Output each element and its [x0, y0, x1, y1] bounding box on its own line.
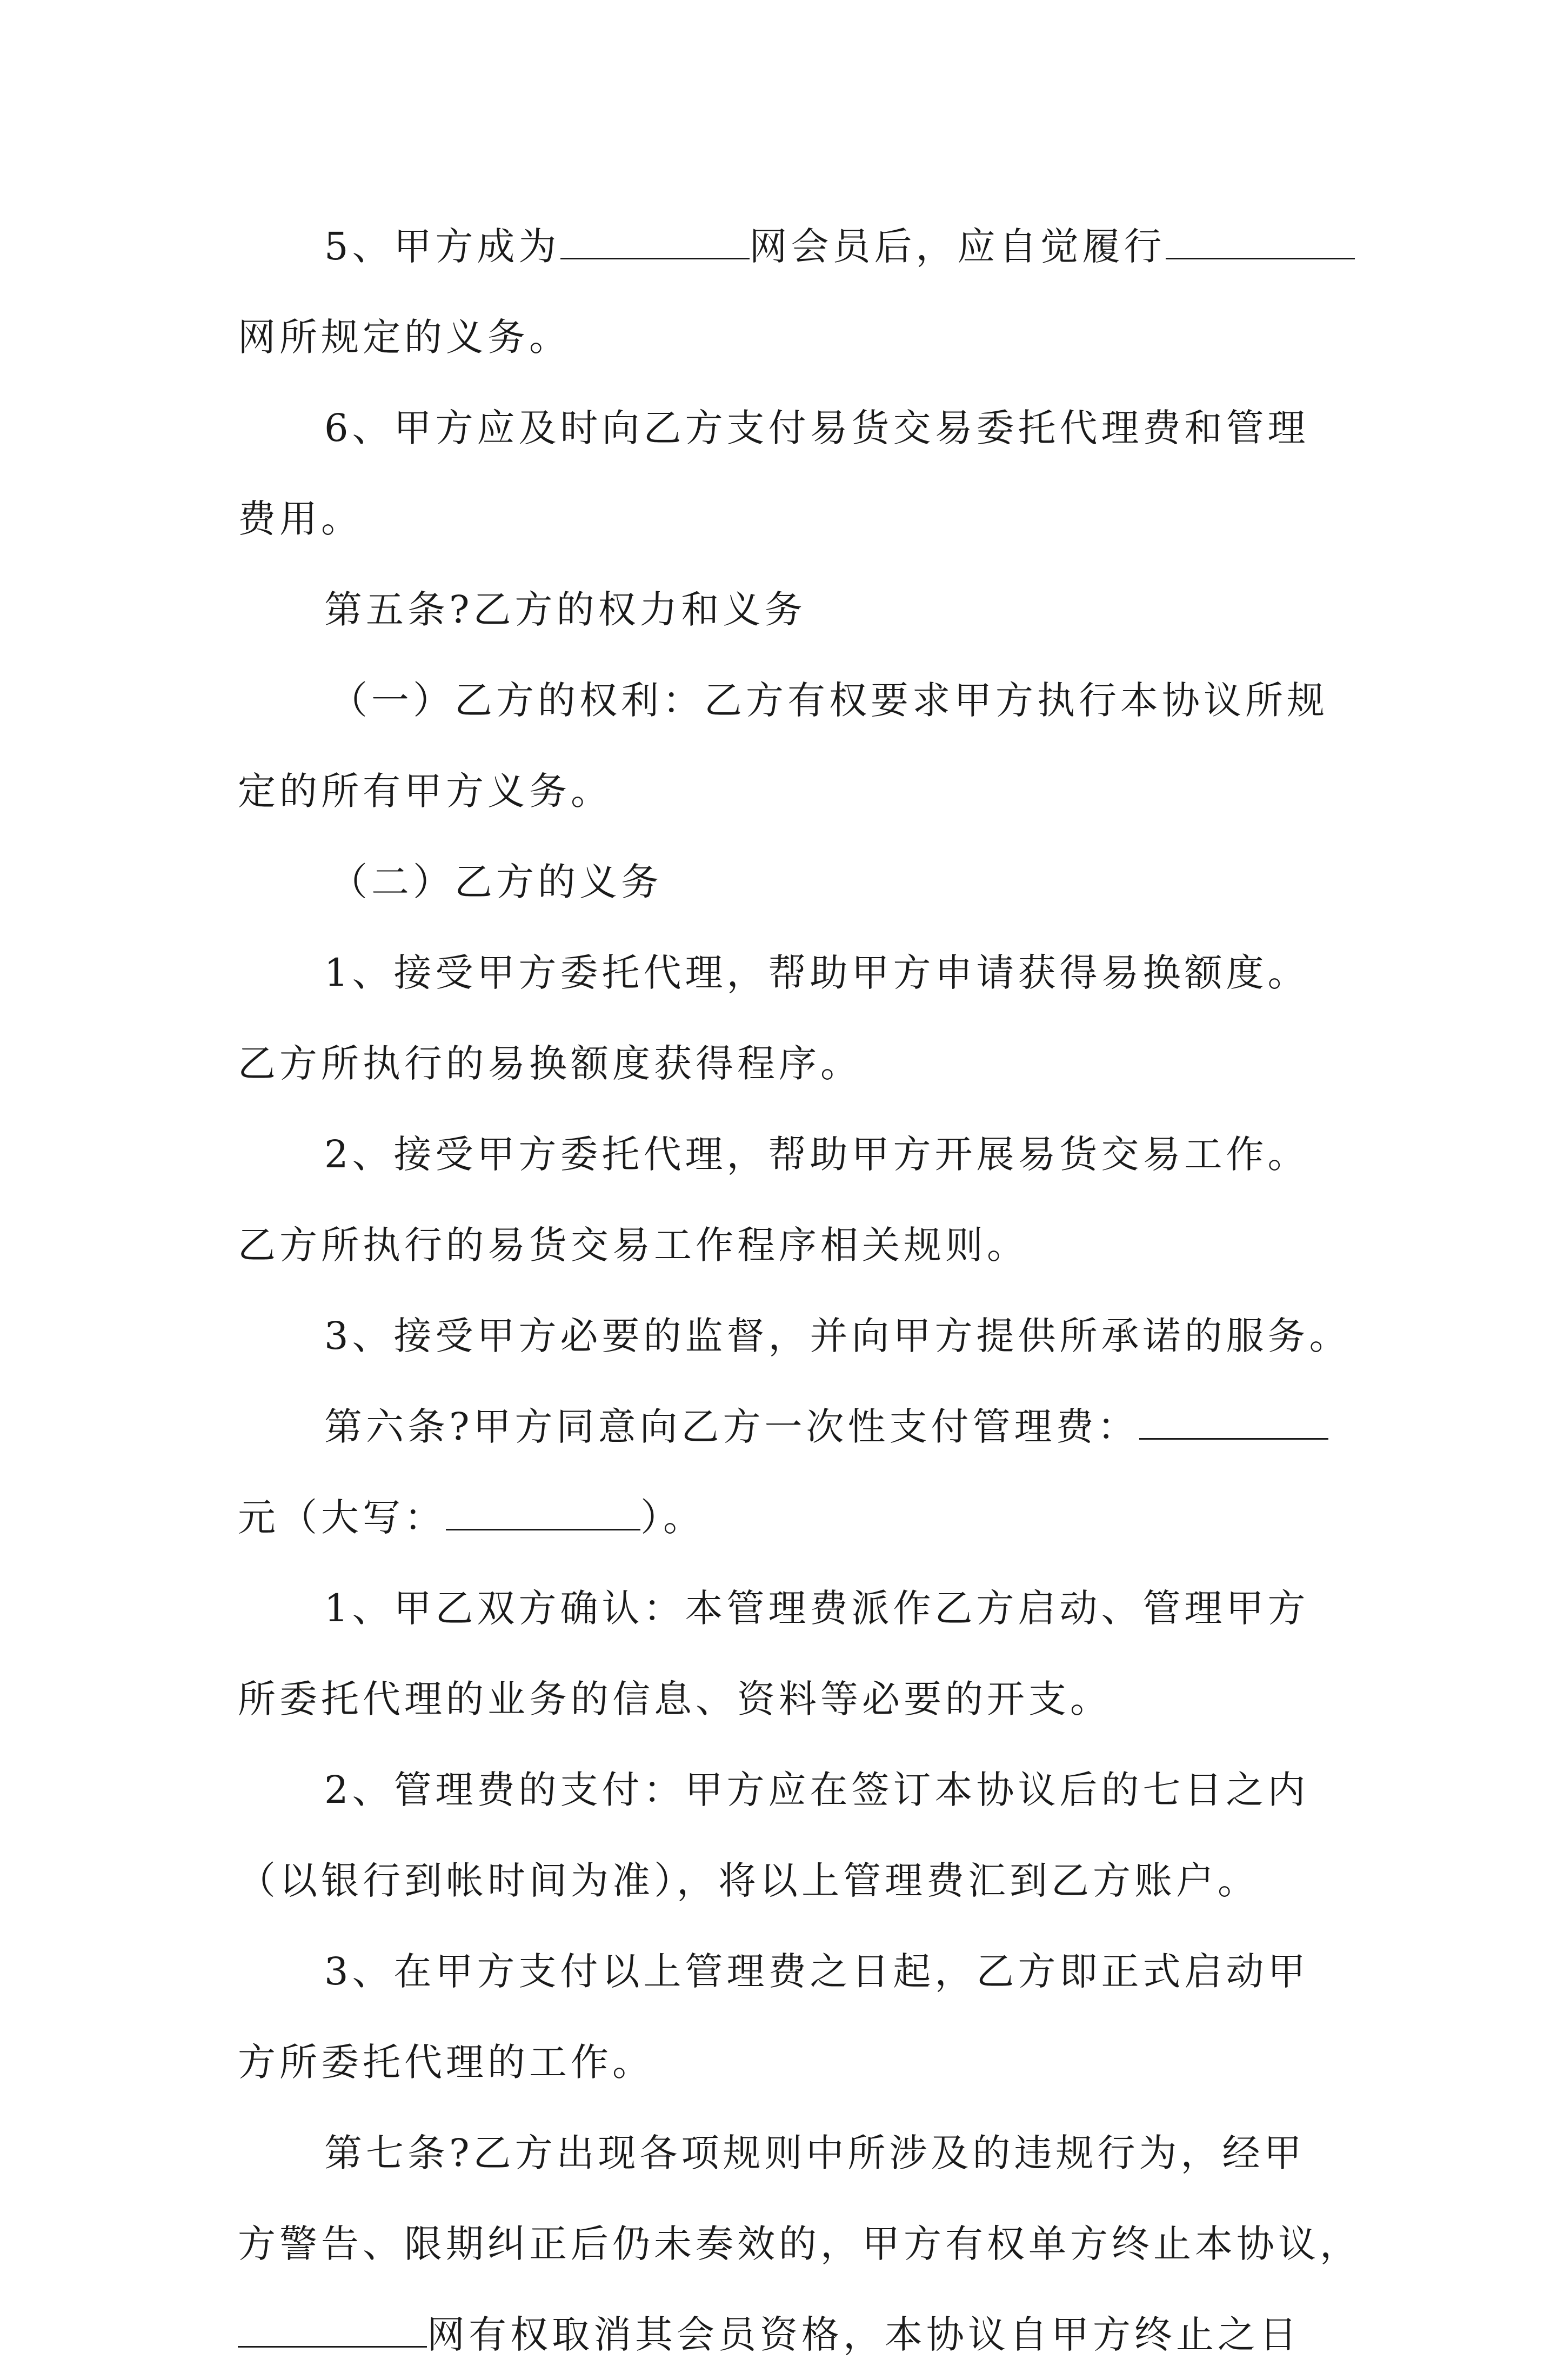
text-span: 网有权取消其会员资格，本协议自甲方终止之日 — [427, 2312, 1301, 2357]
clause-5-line-1 — [238, 201, 1335, 292]
text-span: 网会员后，应自觉履行 — [749, 224, 1166, 269]
article-6-item-3-line-2: 方所委托代理的工作。 — [238, 2040, 654, 2084]
article-6-line-2 — [238, 1472, 1335, 1563]
clause-5-line-2: 网所规定的义务。 — [238, 315, 571, 359]
text-span: 元（大写： — [238, 1495, 446, 1540]
duty-2-line-1: 2、接受甲方委托代理，帮助甲方开展易货交易工作。 — [324, 1132, 1309, 1176]
clause-6-line-2: 费用。 — [238, 497, 363, 541]
text-span: ）。 — [640, 1495, 705, 1540]
article-6-item-1-line-2: 所委托代理的业务的信息、资料等必要的开支。 — [238, 1677, 1112, 1721]
fill-in-blank[interactable] — [1166, 228, 1355, 259]
fill-in-blank[interactable] — [1139, 1408, 1328, 1440]
document-body — [238, 201, 1361, 2380]
duty-2-line-2: 乙方所执行的易货交易工作程序相关规则。 — [238, 1223, 1028, 1267]
article-5-rights-line-2: 定的所有甲方义务。 — [238, 769, 612, 813]
text-span: 5、甲方成为 — [324, 224, 560, 269]
article-5-rights-line-1: （一）乙方的权利：乙方有权要求甲方执行本协议所规 — [330, 678, 1328, 723]
clause-6-line-1: 6、甲方应及时向乙方支付易货交易委托代理费和管理 — [324, 406, 1309, 450]
article-6-line-1 — [238, 1381, 1335, 1472]
fill-in-blank[interactable] — [446, 1499, 640, 1530]
article-6-item-1-line-1: 1、甲乙双方确认：本管理费派作乙方启动、管理甲方 — [324, 1586, 1309, 1630]
duty-1-line-1: 1、接受甲方委托代理，帮助甲方申请获得易换额度。 — [324, 951, 1309, 995]
fill-in-blank[interactable] — [560, 228, 750, 259]
duty-1-line-2: 乙方所执行的易换额度获得程序。 — [238, 1041, 862, 1086]
article-6-item-3-line-1: 3、在甲方支付以上管理费之日起，乙方即正式启动甲 — [324, 1949, 1309, 1994]
text-span: 第六条?甲方同意向乙方一次性支付管理费： — [324, 1405, 1139, 1449]
fill-in-blank[interactable] — [238, 2316, 427, 2348]
article-7-line-3 — [238, 2289, 1335, 2380]
article-7-line-2: 方警告、限期纠正后仍未奏效的，甲方有权单方终止本协议， — [238, 2222, 1361, 2266]
article-6-item-2-line-2: （以银行到帐时间为准），将以上管理费汇到乙方账户。 — [238, 1858, 1259, 1903]
duty-3-line-1: 3、接受甲方必要的监督，并向甲方提供所承诺的服务。 — [324, 1314, 1351, 1358]
article-7-line-1: 第七条?乙方出现各项规则中所涉及的违规行为，经甲 — [324, 2131, 1306, 2175]
article-6-item-2-line-1: 2、管理费的支付：甲方应在签订本协议后的七日之内 — [324, 1768, 1309, 1812]
article-5-duties-heading: （二）乙方的义务 — [330, 860, 663, 904]
article-5-heading: 第五条?乙方的权力和义务 — [324, 587, 806, 632]
